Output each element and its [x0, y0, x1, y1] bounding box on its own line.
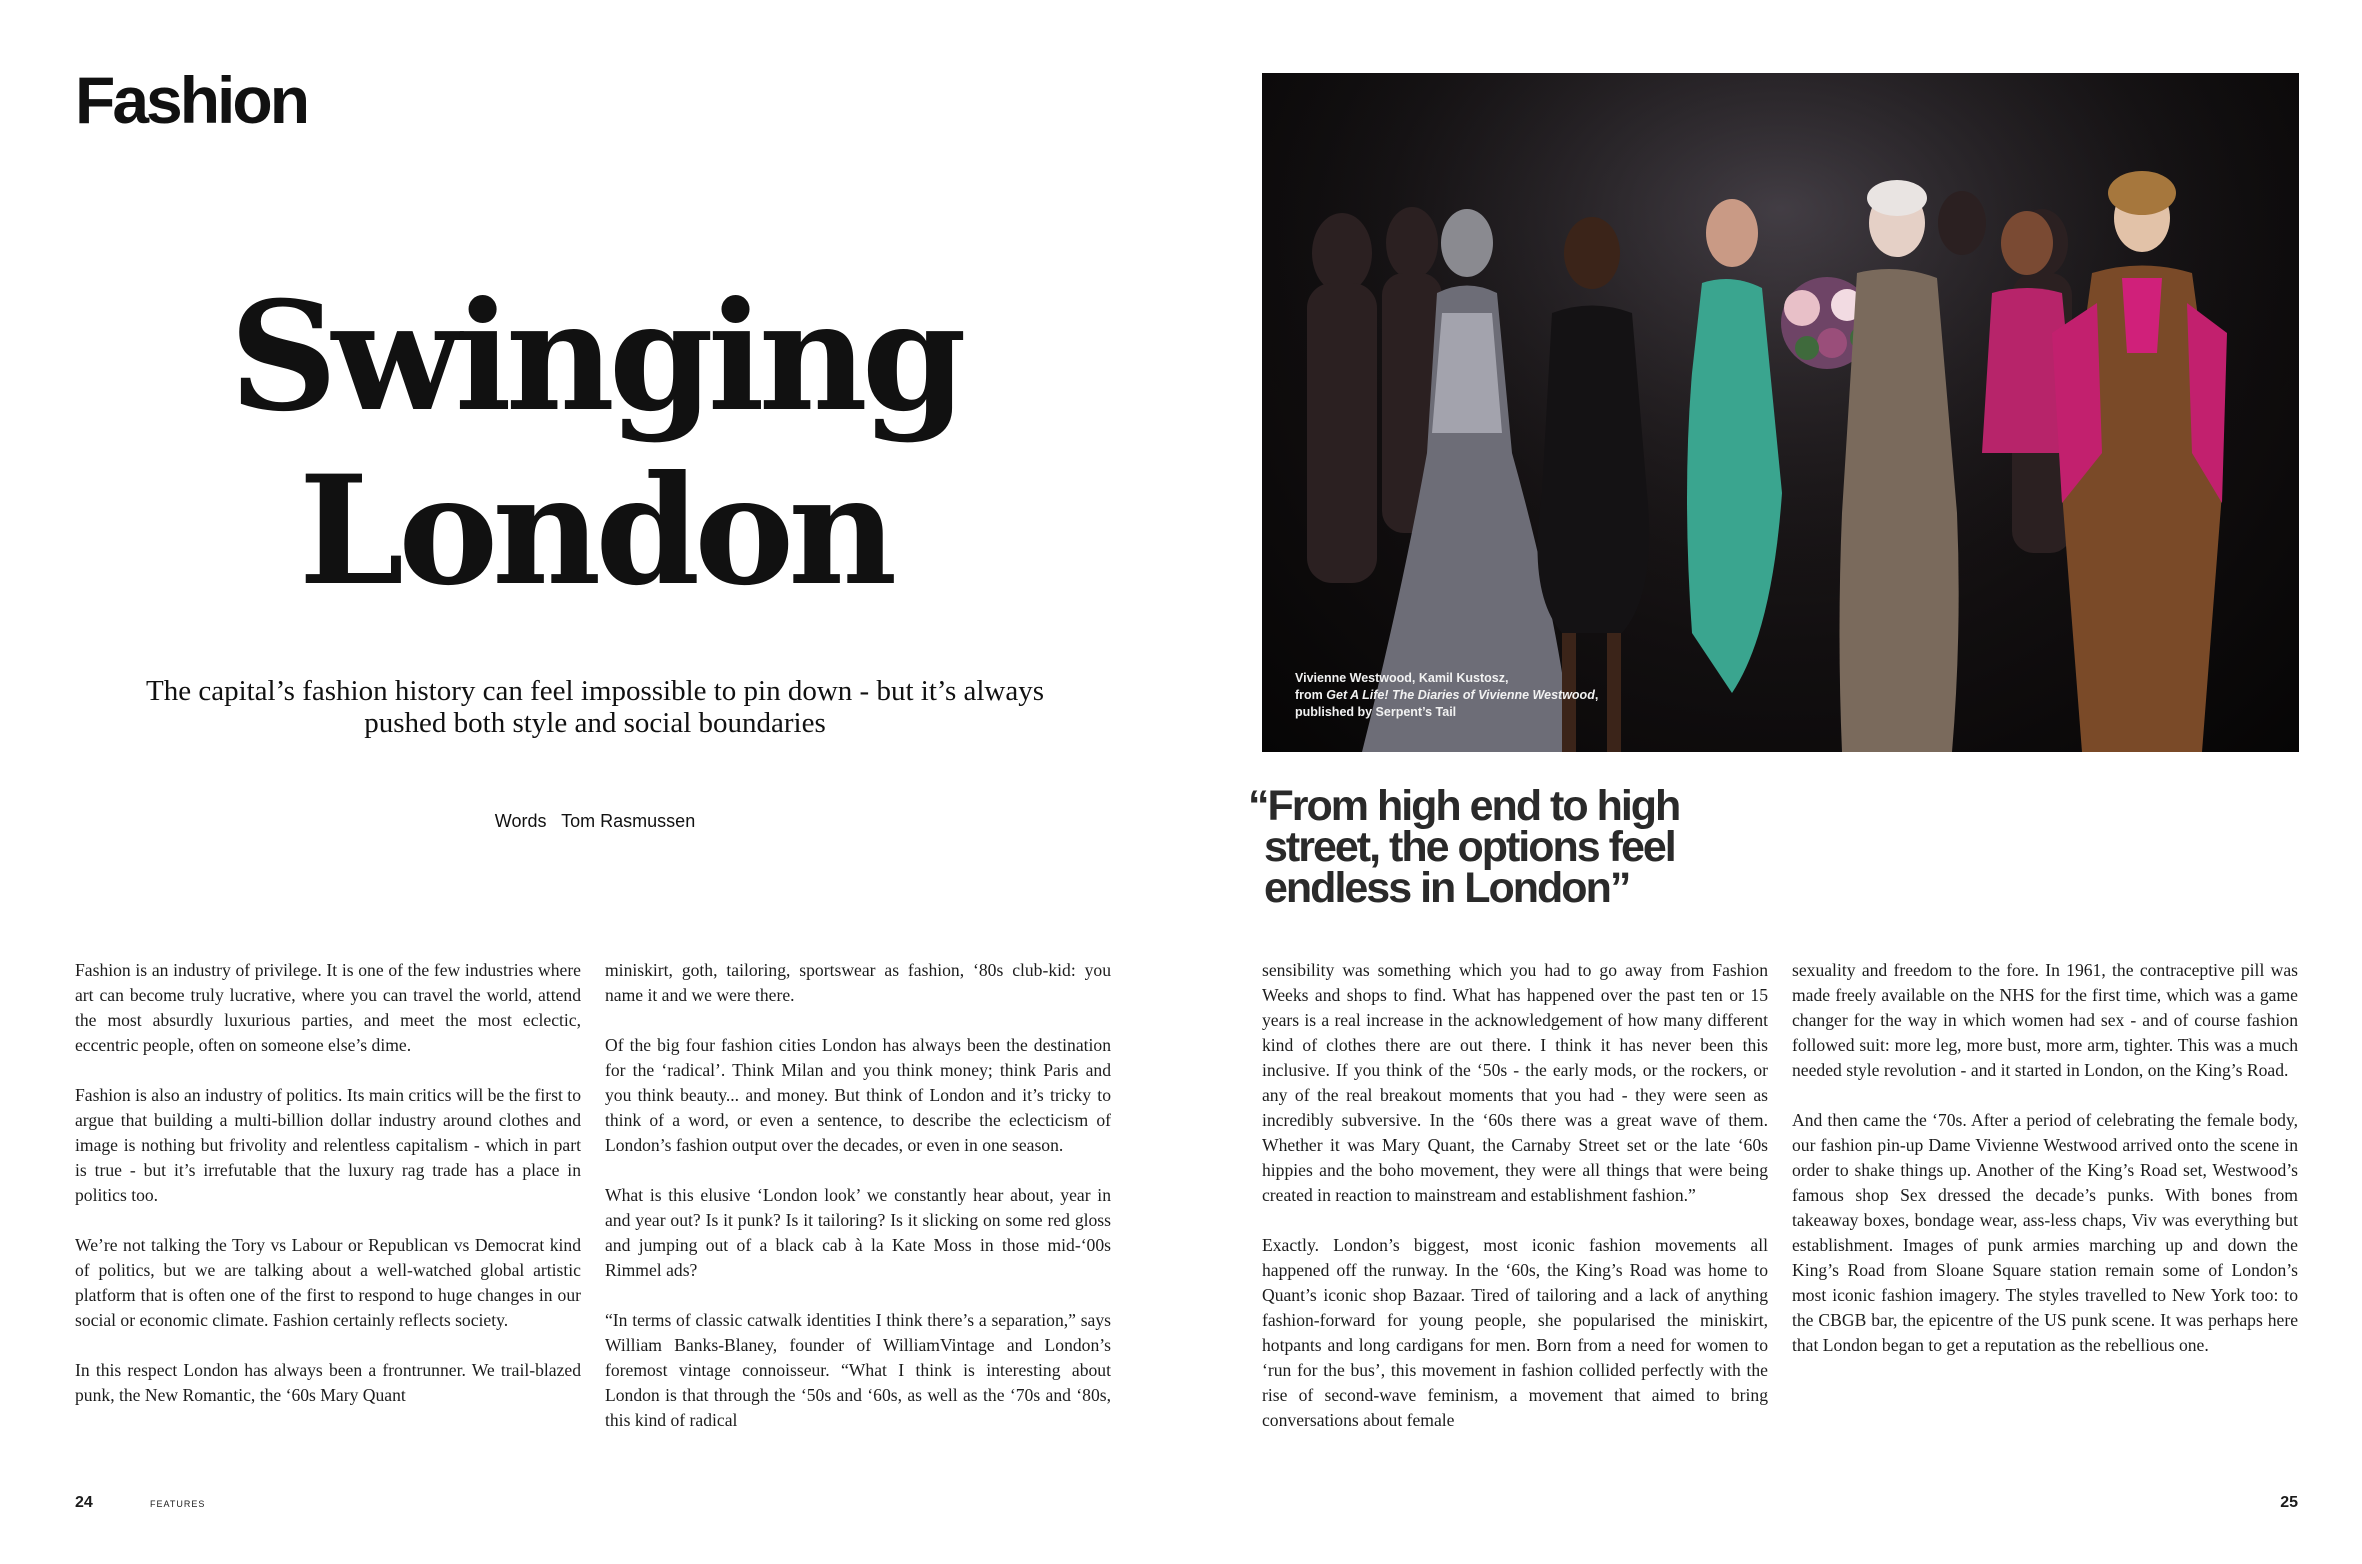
runway-illustration — [1262, 73, 2299, 752]
caption-publisher: , published by Serpent’s Tail — [1295, 688, 1599, 719]
paragraph: miniskirt, goth, tailoring, sportswear as fashion, ‘80s club-kid: you name it and we were there. — [605, 960, 1111, 1005]
pull-quote-line: “From high end to high — [1248, 782, 1680, 830]
headline-line-1: Swinging — [229, 269, 961, 445]
section-label: Fashion — [75, 63, 308, 137]
caption-book-title: Get A Life! The Diaries of Vivienne Westwood — [1326, 688, 1595, 702]
paragraph: We’re not talking the Tory vs Labour or Republican vs Democrat kind of politics, but we are talking about a well-watched global artistic platform that is often one of the first to respond to huge changes in our social or economic climate. Fashion certainly reflects society. — [75, 1235, 581, 1330]
paragraph: And then came the ‘70s. After a period of celebrating the female body, our fashion pin-up Dame Vivienne Westwood arrived onto the scene in order to shake things up. Another of the King’s Road set, Westwood’s famous shop Sex dressed the decade’s punks. With bones from takeaway boxes, bondage wear, ass-less chaps, Viv was everything but establishment. Images of punk armies marching up and down the King’s Road from Sloane Square station remain some of London’s most iconic fashion imagery. The styles travelled to New York too: to the CBGB bar, the epicentre of the US punk scene. It was perhaps here that London began to get a reputation as the rebellious one. — [1792, 1110, 2298, 1355]
byline — [75, 811, 1115, 832]
byline-label: Words — [494, 811, 547, 831]
caption-from: from — [1295, 688, 1323, 702]
paragraph: Of the big four fashion cities London has always been the destination for the ‘radical’. Think Milan and you think money; think Paris and you think beauty... and money. But think of London and it’s tricky to think of a word, or even a sentence, to describe the eclecticism of London’s fashion output over the decades, or even in one season. — [605, 1035, 1111, 1155]
paragraph: sexuality and freedom to the fore. In 1961, the contraceptive pill was made freely available on the NHS for the first time, which was a game changer for the way in which women had sex - and of course fashion followed suit: more leg, more bust, more arm, tighter. This was a much needed style revolution - and it started in London, on the King’s Road. — [1792, 960, 2298, 1080]
paragraph: Fashion is also an industry of politics. Its main critics will be the first to argue that building a multi-billion dollar industry around clothes and image is nothing but frivolity and relentless capitalism - which in part is true - but it’s irrefutable that the luxury rag trade has a place in politics too. — [75, 1085, 581, 1205]
body-column-2 — [605, 958, 1111, 1458]
page-number-right: 25 — [2280, 1494, 2298, 1511]
body-column-3 — [1262, 958, 1768, 1458]
caption-line: Vivienne Westwood, Kamil Kustosz, — [1295, 671, 1509, 685]
headline-line-2: London — [298, 443, 892, 619]
runway-photo — [1262, 73, 2299, 752]
page-number-left: 24 — [75, 1494, 93, 1511]
paragraph: In this respect London has always been a frontrunner. We trail-blazed punk, the New Romantic, the ‘60s Mary Quant — [75, 1360, 581, 1405]
section-tag: FEATURES — [150, 1499, 206, 1509]
byline-author: Tom Rasmussen — [561, 811, 696, 831]
standfirst: The capital’s fashion history can feel impossible to pin down - but it’s always pushed both style and social boundaries — [145, 675, 1045, 739]
headline — [75, 270, 1115, 618]
paragraph: Fashion is an industry of privilege. It is one of the few industries where art can become truly lucrative, where you can travel the world, attend the most absurdly luxurious parties, and meet the most eclectic, eccentric people, often on someone else’s dime. — [75, 960, 581, 1055]
paragraph: Exactly. London’s biggest, most iconic fashion movements all happened off the runway. In the ‘60s, the King’s Road was home to Quant’s iconic shop Bazaar. Tired of tailoring and a lack of anything fashion-forward for young people, she popularised the miniskirt, hotpants and long cardigans for men. Born from a need for women to ‘run for the bus’, this movement in fashion collided perfectly with the rise of second-wave feminism, a movement that aimed to bring conversations about female — [1262, 1235, 1768, 1430]
pull-quote — [1248, 782, 1808, 912]
paragraph: “In terms of classic catwalk identities I think there’s a separation,” says William Banks-Blaney, founder of WilliamVintage and London’s foremost vintage connoisseur. “What I think is interesting about London is that through the ‘50s and ‘60s, as well as the ‘70s and ‘80s, this kind of radical — [605, 1310, 1111, 1430]
body-column-4 — [1792, 958, 2298, 1458]
body-column-1 — [75, 958, 581, 1458]
pull-quote-line: endless in London” — [1264, 864, 1630, 912]
pull-quote-line: street, the options feel — [1264, 823, 1675, 871]
photo-caption — [1295, 670, 1615, 721]
paragraph: What is this elusive ‘London look’ we constantly hear about, year in and year out? Is it punk? Is it tailoring? Is it slicking on some red gloss and jumping out of a black cab à la Kate Moss in those mid-‘00s Rimmel ads? — [605, 1185, 1111, 1280]
paragraph: sensibility was something which you had to go away from Fashion Weeks and shops to find. What has happened over the past ten or 15 years is a real increase in the acknowledgement of how many different kind of clothes there are out there. I think it has never been this inclusive. If you think of the ‘50s - the early mods, or the rockers, or any of the real breakout moments that you had - they were seen as incredibly subversive. In the ‘60s there was a great wave of them. Whether it was Mary Quant, the Carnaby Street set or the late ‘60s hippies and the boho movement, they were all things that were being created in reaction to mainstream and establishment fashion.” — [1262, 960, 1768, 1205]
